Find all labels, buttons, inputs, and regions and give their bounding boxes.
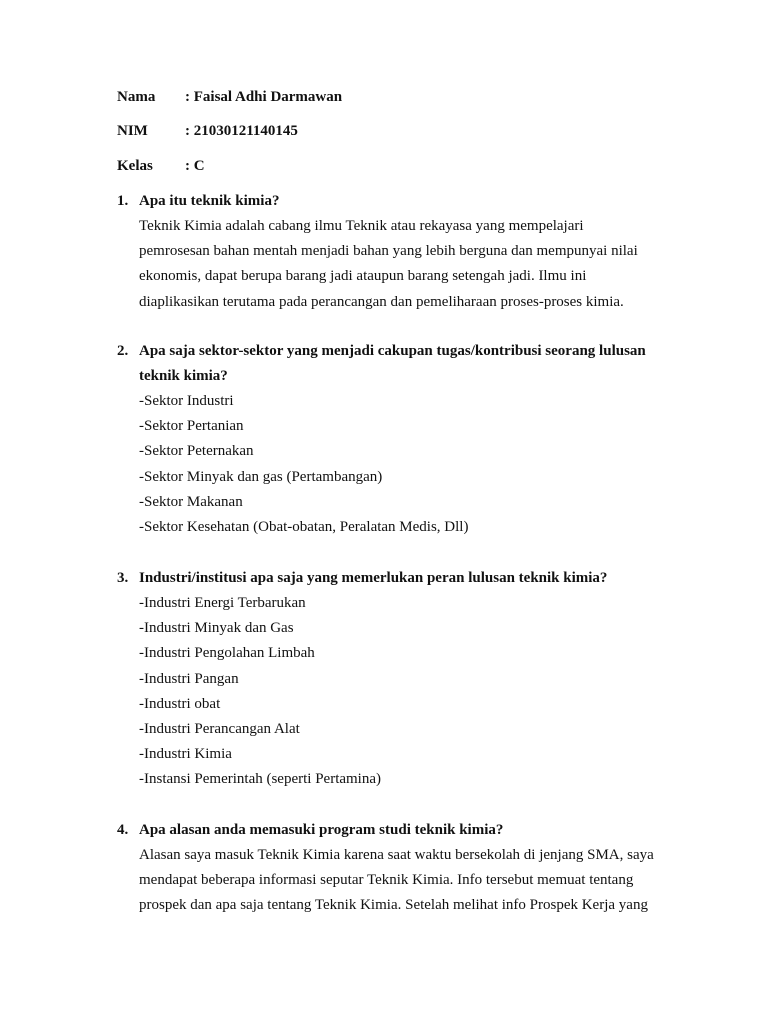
nim-value: : 21030121140145 xyxy=(185,123,298,139)
question-text: Apa saja sektor-sektor yang menjadi cakupan tugas/kontribusi seorang lulusan teknik kimia? xyxy=(139,343,646,384)
question-number: 3. xyxy=(117,570,129,586)
list-item: -Industri Pengolahan Limbah xyxy=(139,645,315,662)
question-text: Industri/institusi apa saja yang memerlukan peran lulusan teknik kimia? xyxy=(139,570,608,586)
name-label: Nama xyxy=(117,89,156,105)
class-value: : C xyxy=(185,158,205,174)
answer xyxy=(139,591,657,793)
list-item: -Industri Minyak dan Gas xyxy=(139,620,294,637)
question-heading xyxy=(117,339,657,389)
bio-class-row xyxy=(117,157,205,175)
answer-list xyxy=(139,389,657,540)
question-1 xyxy=(117,189,657,315)
question-number: 4. xyxy=(117,822,129,838)
question-number: 1. xyxy=(117,193,129,209)
list-item: -Instansi Pemerintah (seperti Pertamina) xyxy=(139,771,382,788)
answer-paragraph: Teknik Kimia adalah cabang ilmu Teknik atau rekayasa yang mempelajari pemrosesan bahan mentah menjadi bahan yang lebih berguna dan mempunyai nilai ekonomis, dapat berupa barang jadi ataupun barang setengah jadi. Ilmu ini diaplikasikan terutama pada perancangan dan pemeliharaan proses-proses kimia. xyxy=(139,218,638,310)
answer-paragraph: Alasan saya masuk Teknik Kimia karena saat waktu bersekolah di jenjang SMA, saya mendapat beberapa informasi seputar Teknik Kimia. Info tersebut memuat tentang prospek dan apa saja tentang Teknik Kimia. Setelah melihat info Prospek Kerja yang xyxy=(139,847,654,914)
nim-label: NIM xyxy=(117,123,148,139)
question-4 xyxy=(117,818,657,919)
question-heading xyxy=(117,566,657,591)
list-item: -Sektor Pertanian xyxy=(139,418,244,435)
question-2 xyxy=(117,339,657,540)
question-text: Apa alasan anda memasuki program studi teknik kimia? xyxy=(139,822,504,838)
list-item: -Sektor Industri xyxy=(139,393,234,409)
question-heading xyxy=(117,818,657,843)
bio-nim-row xyxy=(117,122,298,140)
list-item: -Sektor Peternakan xyxy=(139,443,254,460)
answer-list xyxy=(139,591,657,793)
list-item: -Sektor Kesehatan (Obat-obatan, Peralatan Medis, Dll) xyxy=(139,519,469,536)
question-number: 2. xyxy=(117,343,129,359)
list-item: -Industri Perancangan Alat xyxy=(139,721,300,738)
bio-name-row xyxy=(117,88,342,106)
answer xyxy=(139,389,657,540)
answer xyxy=(139,843,657,919)
question-heading xyxy=(117,189,657,214)
list-item: -Industri Pangan xyxy=(139,670,239,687)
list-item: -Industri Kimia xyxy=(139,746,232,763)
question-3 xyxy=(117,566,657,793)
class-label: Kelas xyxy=(117,158,153,174)
list-item: -Industri obat xyxy=(139,695,221,712)
question-text: Apa itu teknik kimia? xyxy=(139,193,280,209)
list-item: -Sektor Minyak dan gas (Pertambangan) xyxy=(139,468,383,485)
list-item: -Sektor Makanan xyxy=(139,493,243,510)
answer xyxy=(139,214,657,315)
name-value: : Faisal Adhi Darmawan xyxy=(185,89,342,105)
list-item: -Industri Energi Terbarukan xyxy=(139,595,306,611)
